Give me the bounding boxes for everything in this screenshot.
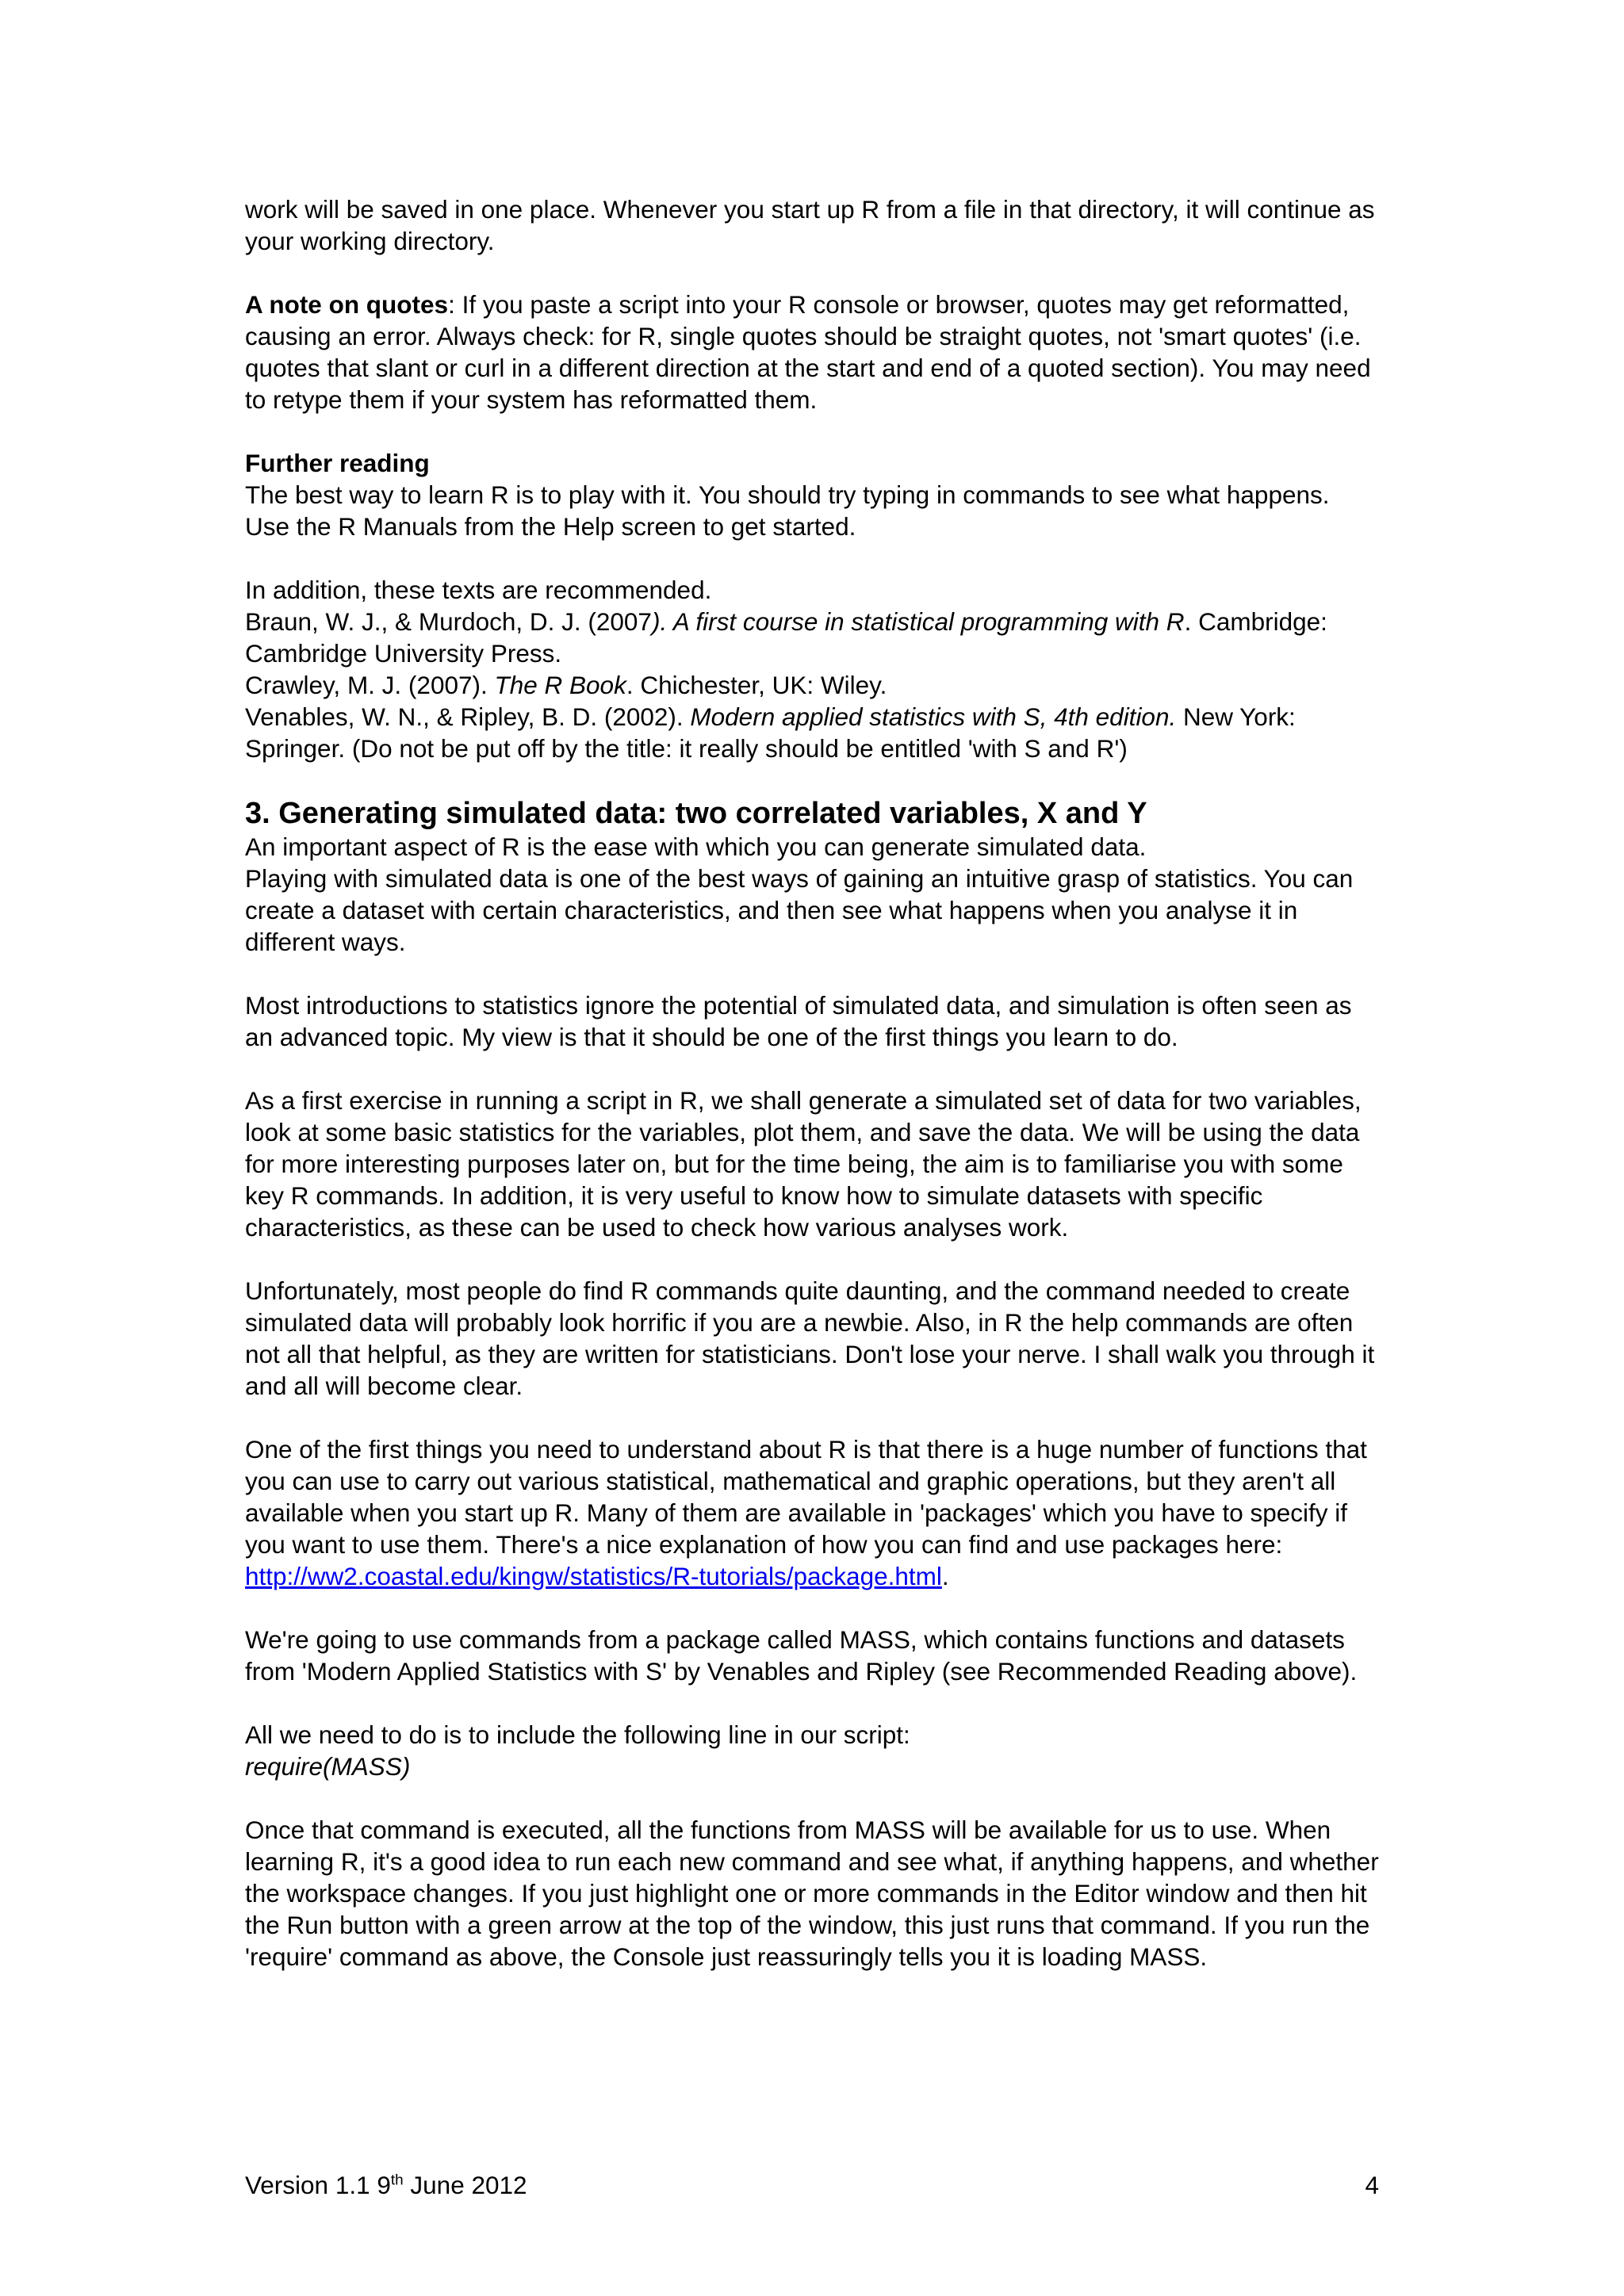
footer-version — [245, 2169, 527, 2201]
reference-crawley — [245, 669, 1379, 701]
reference-publisher: . Chichester, UK: Wiley. — [626, 671, 887, 699]
reference-title: ). A first course in statistical programming with R — [651, 607, 1185, 636]
version-date: June 2012 — [403, 2171, 527, 2199]
paragraph-most-introductions: Most introductions to statistics ignore the potential of simulated data, and simulation is often seen as an advanced topic. My view is that it should be one of the first things you learn to do. — [245, 991, 1352, 1051]
paragraph-functions-packages — [245, 1433, 1379, 1592]
reference-venables — [245, 701, 1379, 764]
functions-text-end: . — [941, 1562, 949, 1590]
intro-line-1: An important aspect of R is the ease with which you can generate simulated data. — [245, 832, 1147, 861]
paragraph-include-line — [245, 1719, 1379, 1782]
paragraph-mass-package: We're going to use commands from a package called MASS, which contains functions and datasets from 'Modern Applied Statistics with S' by Venables and Ripley (see Recommended Reading above). — [245, 1625, 1358, 1686]
page-content — [245, 193, 1379, 1973]
reference-authors: Venables, W. N., & Ripley, B. D. (2002). — [245, 702, 691, 731]
quotes-text: : If you paste a script into your R console or browser, quotes may get reformatted, causing an error. Always check: for R, single quotes should be straight quotes, not 'smart quotes' (i.e. quotes that slant or curl in a different direction at the start and end of a quoted section). You may need to retype them if your system has reformatted them. — [245, 290, 1371, 414]
references-block — [245, 574, 1379, 764]
paragraph-first-exercise: As a first exercise in running a script in R, we shall generate a simulated set of data for two variables, look at some basic statistics for the variables, plot them, and save the data. We will be using the data for more interesting purposes later on, but for the time being, the aim is to familiarise you with some key R commands. In addition, it is very useful to know how to simulate datasets with specific characteristics, as these can be used to check how various analyses work. — [245, 1086, 1362, 1242]
reference-publisher: . Cambridge: Cambridge University Press. — [245, 607, 1327, 668]
reference-authors: Braun, W. J., & Murdoch, D. J. (2007 — [245, 607, 652, 636]
page-number: 4 — [1365, 2171, 1379, 2199]
paragraph-further-reading — [245, 447, 1379, 542]
further-reading-heading: Further reading — [245, 449, 430, 477]
paragraph-once-executed: Once that command is executed, all the functions from MASS will be available for us to use. When learning R, it's a good idea to run each new command and see what, if anything happens, and whether the workspace changes. If you just highlight one or more commands in the Editor window and then hit the Run button with a green arrow at the top of the window, this just runs that command. If you run the 'require' command as above, the Console just reassuringly tells you it is loading MASS. — [245, 1816, 1379, 1971]
quotes-label: A note on quotes — [245, 290, 449, 319]
reference-title: Modern applied statistics with S, 4th edition. — [690, 702, 1177, 731]
version-ordinal: th — [390, 2172, 404, 2189]
reference-authors: Crawley, M. J. (2007). — [245, 671, 495, 699]
further-reading-text: The best way to learn R is to play with it. You should try typing in commands to see what happens. Use the R Manuals from the Help screen to get started. — [245, 480, 1330, 541]
include-text: All we need to do is to include the following line in our script: — [245, 1720, 910, 1749]
reference-braun — [245, 606, 1379, 669]
code-require-mass: require(MASS) — [245, 1752, 411, 1781]
paragraph-note-on-quotes — [245, 289, 1379, 415]
section-intro — [245, 831, 1379, 958]
reference-title: The R Book — [494, 671, 626, 699]
recommended-intro: In addition, these texts are recommended. — [245, 576, 712, 604]
paragraph-unfortunately: Unfortunately, most people do find R commands quite daunting, and the command needed to create simulated data will probably look horrific if you are a newbie. Also, in R the help commands are often not all that helpful, as they are written for statisticians. Don't lose your nerve. I shall walk you through it and all will become clear. — [245, 1276, 1375, 1400]
functions-text: One of the first things you need to understand about R is that there is a huge number of functions that you can use to carry out various statistical, mathematical and graphic operations, but they aren't all available when you start up R. Many of them are available in 'packages' which you have to specify if you want to use them. There's a nice explanation of how you can find and use packages here: — [245, 1435, 1367, 1559]
section-heading: 3. Generating simulated data: two correlated variables, X and Y — [245, 797, 1147, 830]
reference-publisher: New York: Springer. (Do not be put off by the title: it really should be entitled 'with S and R') — [245, 702, 1296, 763]
intro-line-2: Playing with simulated data is one of the best ways of gaining an intuitive grasp of statistics. You can create a dataset with certain characteristics, and then see what happens when you analyse it in different ways. — [245, 864, 1354, 956]
packages-tutorial-link[interactable]: http://ww2.coastal.edu/kingw/statistics/R-tutorials/package.html — [245, 1562, 942, 1590]
paragraph-working-directory: work will be saved in one place. Whenever you start up R from a file in that directory, it will continue as your working directory. — [245, 195, 1375, 255]
version-text: Version 1.1 9 — [245, 2171, 391, 2199]
